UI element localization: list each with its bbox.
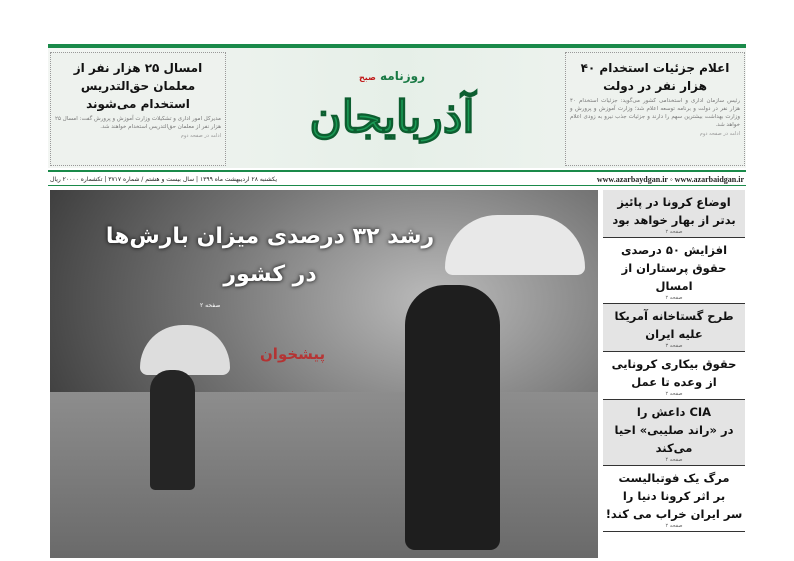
sidebar-story[interactable] — [603, 400, 745, 466]
sidebar-story-ref: صفحه ۳ — [665, 343, 683, 349]
sidebar-story[interactable] — [603, 238, 745, 304]
sidebar-story-line: از وعده تا عمل — [631, 375, 717, 389]
main-headline[interactable] — [90, 218, 450, 294]
sidebar-story[interactable] — [603, 190, 745, 238]
sidebar-story-line: مرگ یک فوتبالیست — [618, 471, 730, 485]
sidebar-story-line: در «راند صلیبی» احیا می‌کند — [614, 423, 734, 455]
sidebar-story-ref: صفحه ۴ — [665, 457, 683, 463]
main-photo[interactable] — [50, 190, 598, 558]
right-teaser-box[interactable] — [565, 52, 745, 166]
websites[interactable]: www.azarbaydgan.ir ◦ www.azarbaidgan.ir — [596, 174, 744, 184]
rule — [48, 185, 746, 186]
photo-road — [50, 392, 598, 558]
main-headline-line: در کشور — [223, 262, 317, 287]
sidebar-story-ref: صفحه ۲ — [665, 391, 683, 397]
newspaper-logo — [232, 52, 552, 166]
sidebar-story[interactable] — [603, 466, 745, 532]
right-teaser-headline: اعلام جزئیات استخدام ۴۰ هزار نفر در دولت — [580, 61, 730, 93]
sidebar-story[interactable] — [603, 304, 745, 352]
sidebar-story-line: سر ایران خراب می کند! — [605, 507, 743, 521]
logo-title: آذربایجان — [309, 92, 475, 143]
sidebar-story-ref: صفحه ۲ — [665, 523, 683, 529]
sidebar-story-line: بدتر از بهار خواهد بود — [612, 213, 736, 227]
left-teaser-body: مدیرکل امور اداری و تشکیلات وزارت آموزش و پرورش گفت: امسال ۲۵ هزار نفر از معلمان حق‌التدریس استخدام خواهند شد. — [55, 116, 221, 130]
sidebar-story-line: طرح گستاخانه آمریکا — [614, 309, 734, 323]
logo-tag: صبح — [359, 73, 376, 82]
sidebar-story-line: حقوق بیکاری کرونایی — [611, 357, 737, 371]
sidebar-story-line: بر اثر کرونا دنیا را — [622, 489, 726, 503]
photo-girl — [150, 370, 195, 490]
logo-subtitle — [359, 68, 425, 86]
sidebar-story-line: علیه ایران — [645, 327, 703, 341]
left-teaser-ref: ادامه در صفحه دوم — [180, 133, 221, 139]
watermark-logo: پیشخوان — [260, 345, 326, 363]
main-headline-line: رشد ۳۲ درصدی میزان بارش‌ها — [105, 224, 435, 249]
sidebar-story-line: حقوق پرستاران از امسال — [621, 261, 727, 293]
photo-umbrella — [445, 215, 585, 275]
sidebar-story-ref: صفحه ۲ — [665, 295, 683, 301]
left-teaser-headline: امسال ۲۵ هزار نفر از معلمان حق‌التدریس استخدام می‌شوند — [73, 61, 203, 111]
main-story-ref: صفحه ۲ — [200, 302, 221, 309]
sidebar-headlines — [603, 190, 745, 532]
left-teaser-box[interactable] — [50, 52, 226, 166]
right-teaser-ref: ادامه در صفحه دوم — [699, 131, 740, 137]
photo-man — [405, 285, 500, 550]
sidebar-story[interactable] — [603, 352, 745, 400]
sidebar-story-line: اوضاع کرونا در پائیز — [617, 195, 731, 209]
logo-subtitle-text: روزنامه — [379, 69, 425, 83]
rule — [48, 170, 746, 172]
photo-umbrella-small — [140, 325, 230, 375]
sidebar-story-ref: صفحه ۲ — [665, 229, 683, 235]
right-teaser-body: رئیس سازمان اداری و استخدامی کشور می‌گوید: جزئیات استخدام ۴۰ هزار نفر در دولت و برنامه توسعه اعلام شد؛ وزارت آموزش و پرورش و وزارت بهداشت بیشترین سهم را دارند و جزئیات جذب نیرو به زودی اعلام خواهد شد. — [570, 98, 740, 128]
sidebar-story-line: CIA داعش را — [636, 405, 712, 419]
issue-date: یکشنبه ۲۸ اردیبهشت ماه ۱۳۹۹ | سال بیست و هشتم / شماره ۳۷۱۷ | تکشماره ۲۰۰۰۰ ریال — [50, 175, 278, 183]
sidebar-story-line: افزایش ۵۰ درصدی — [620, 243, 728, 257]
dateline — [50, 173, 744, 185]
